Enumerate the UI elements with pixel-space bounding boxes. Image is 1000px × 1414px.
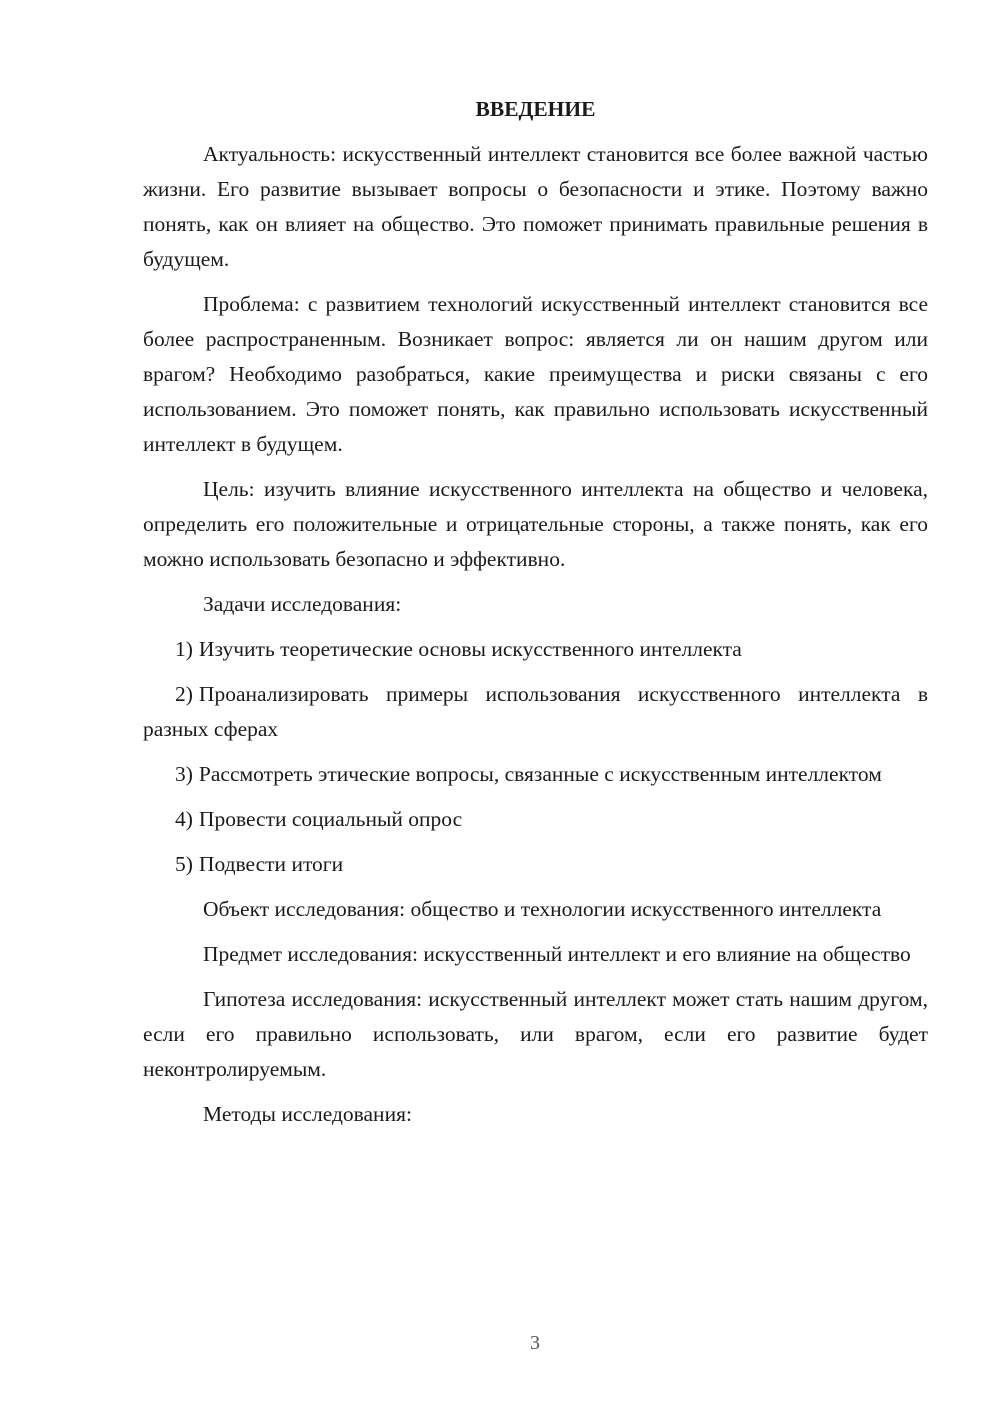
subject-paragraph: Предмет исследования: искусственный интеллект и его влияние на общество xyxy=(203,942,911,966)
task-text: Рассмотреть этические вопросы, связанные с искусственным интеллектом xyxy=(198,762,882,786)
task-number: 4) xyxy=(175,807,193,831)
goal-paragraph: Цель: изучить влияние искусственного интеллекта на общество и человека, определить его положительные и отрицательные стороны, а также понять, как его можно использовать безопасно и эффективно. xyxy=(143,477,928,571)
relevance-paragraph: Актуальность: искусственный интеллект становится все более важной частью жизни. Его развитие вызывает вопросы о безопасности и этике. Поэтому важно понять, как он влияет на общество. Это поможет принимать правильные решения в будущем. xyxy=(143,142,928,271)
task-item-4 xyxy=(143,802,928,837)
tasks-heading: Задачи исследования: xyxy=(203,592,402,616)
task-item-3 xyxy=(143,757,928,792)
task-item-1 xyxy=(143,632,928,667)
task-text: Проанализировать примеры использования искусственного интеллекта в разных сферах xyxy=(143,682,928,741)
object-paragraph: Объект исследования: общество и технологии искусственного интеллекта xyxy=(203,897,882,921)
hypothesis-paragraph: Гипотеза исследования: искусственный интеллект может стать нашим другом, если его правильно использовать, или врагом, если его развитие будет неконтролируемым. xyxy=(143,987,928,1081)
page-number: 3 xyxy=(530,1332,540,1354)
task-number: 3) xyxy=(175,762,193,786)
page-content xyxy=(143,92,928,1142)
task-item-2 xyxy=(143,677,928,747)
page-title: ВВЕДЕНИЕ xyxy=(475,97,596,121)
task-text: Провести социальный опрос xyxy=(198,807,463,831)
task-number: 1) xyxy=(175,637,193,661)
task-item-5 xyxy=(143,847,928,882)
methods-heading: Методы исследования: xyxy=(203,1102,412,1126)
task-number: 2) xyxy=(175,682,193,706)
task-text: Изучить теоретические основы искусственного интеллекта xyxy=(198,637,742,661)
task-text: Подвести итоги xyxy=(198,852,344,876)
problem-paragraph: Проблема: с развитием технологий искусственный интеллект становится все более распространенным. Возникает вопрос: является ли он нашим другом или врагом? Необходимо разобраться, какие преимущества и риски связаны с его использованием. Это поможет понять, как правильно использовать искусственный интеллект в будущем. xyxy=(143,292,928,456)
task-number: 5) xyxy=(175,852,193,876)
